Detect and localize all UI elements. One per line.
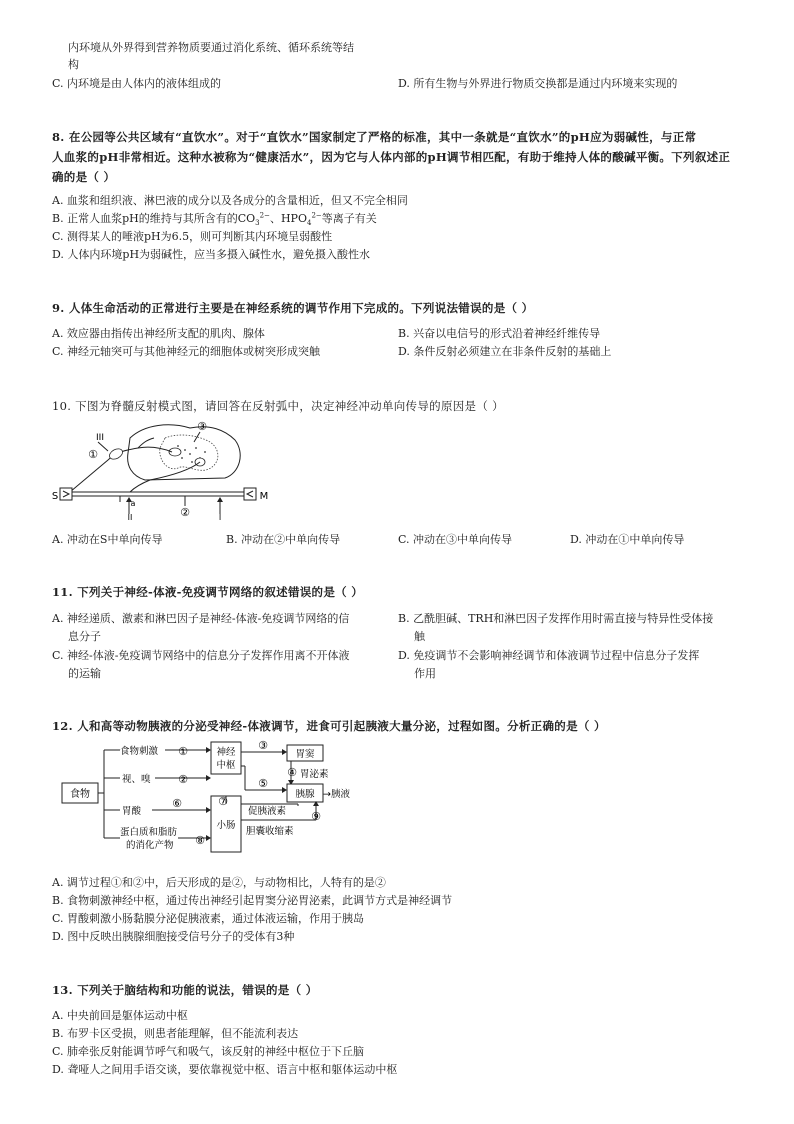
pancreas-regulation-diagram: [60, 738, 380, 863]
prev-option-d: D. 所有生物与外界进行物质交换都是通过内环境来实现的: [398, 77, 678, 90]
q13-option-d: D. 聋哑人之间用手语交谈，要依靠视觉中枢、语言中枢和躯体运动中枢: [52, 1063, 398, 1076]
q12-option-c: C. 胃酸刺激小肠黏膜分泌促胰液素，通过体液运输，作用于胰岛: [52, 912, 365, 925]
q11-option-a-line1: A. 神经递质、激素和淋巴因子是神经-体液-免疫调节网络的信: [52, 612, 350, 625]
pancreas-label: 胰腺: [295, 789, 315, 800]
q8-option-c: C. 测得某人的唾液pH为6.5，则可判断其内环境呈弱酸性: [52, 230, 333, 243]
q13-stem: 13. 下列关于脑结构和功能的说法，错误的是（ ）: [52, 983, 318, 997]
q10-option-c: C. 冲动在③中单向传导: [398, 533, 513, 546]
q9-option-c: C. 神经元轴突可与其他神经元的细胞体或树突形成突触: [52, 345, 321, 358]
num-1: ①: [178, 745, 188, 758]
q11-option-d-line1: D. 免疫调节不会影响神经调节和体液调节过程中信息分子发挥: [398, 649, 700, 662]
effector-m: [244, 488, 256, 500]
q8-stem-line1: 8. 在公园等公共区域有“直饮水”。对于“直饮水”国家制定了严格的标准，其中一条就是“直饮水”的pH应为弱碱性，与正常: [52, 130, 697, 144]
q8-option-b-sup2: 2−: [311, 211, 322, 220]
q8-stem-line2: 人血浆的pH非常相近。这种水被称为“健康活水”，因为它与人体内部的pH调节相匹配，有助于维持人体的酸碱平衡。下列叙述正: [52, 150, 731, 164]
cck-label: 胆囊收缩素: [246, 826, 294, 837]
stim-sight-smell: 视、嗅: [122, 774, 151, 785]
q9-option-a: A. 效应器由指传出神经所支配的肌肉、腺体: [52, 327, 265, 340]
num-5: ⑤: [258, 777, 268, 790]
label-i: I: [218, 513, 222, 520]
q8-option-b-sub1: 3: [255, 219, 260, 228]
label-ii: II: [127, 513, 133, 520]
stim-acid: 胃酸: [122, 806, 142, 817]
label-iii: III: [96, 433, 104, 443]
stomach-label: 胃窦: [295, 749, 315, 760]
q8-option-b-sup1: 2−: [259, 211, 270, 220]
label-m: M: [259, 491, 269, 502]
q8-option-a: A. 血浆和组织液、淋巴液的成分以及各成分的含量相近，但又不完全相同: [52, 194, 408, 207]
num-4: ④: [287, 766, 297, 779]
num-6: ⑥: [172, 797, 182, 810]
secretin-label: 促胰液素: [248, 806, 287, 817]
q11-option-a-line2: 息分子: [68, 630, 101, 643]
stim-digest-1: 蛋白质和脂肪: [120, 827, 178, 838]
pancreatic-juice-label: →胰液: [323, 789, 350, 800]
q11-option-c-line2: 的运输: [68, 667, 101, 680]
label-2: ②: [180, 506, 190, 519]
food-label: 食物: [70, 789, 90, 800]
q8-option-b-pre: B. 正常人血浆pH的维持与其所含有的CO: [52, 212, 256, 225]
num-7: ⑦: [218, 795, 228, 808]
q8-option-b-post: 等离子有关: [321, 212, 377, 225]
q10-option-b: B. 冲动在②中单向传导: [226, 533, 341, 546]
q8-stem-line3: 确的是（ ）: [52, 170, 116, 184]
q12-option-d: D. 图中反映出胰腺细胞接受信号分子的受体有3种: [52, 930, 295, 943]
stim-digest-2: 的消化产物: [126, 840, 174, 851]
prev-option-c: C. 内环境是由人体内的液体组成的: [52, 77, 222, 90]
gastrin-label: 胃泌素: [300, 769, 329, 780]
q13-option-b: B. 布罗卡区受损，则患者能理解，但不能流利表达: [52, 1027, 299, 1040]
num-8: ⑧: [195, 834, 205, 847]
q9-option-b: B. 兴奋以电信号的形式沿着神经纤维传导: [398, 327, 601, 340]
q13-option-a: A. 中央前回是躯体运动中枢: [52, 1009, 188, 1022]
num-9: ⑨: [311, 810, 321, 823]
q10-option-d: D. 冲动在①中单向传导: [570, 533, 685, 546]
q9-stem: 9. 人体生命活动的正常进行主要是在神经系统的调节作用下完成的。下列说法错误的是（ ）: [52, 301, 534, 315]
q11-stem: 11. 下列关于神经-体液-免疫调节网络的叙述错误的是（ ）: [52, 585, 364, 599]
spinal-reflex-diagram: [50, 418, 280, 520]
center-label-2: 中枢: [216, 760, 236, 771]
q12-option-a: A. 调节过程①和②中，后天形成的是②，与动物相比，人特有的是②: [52, 876, 386, 889]
prev-option-b-line2: 构: [68, 58, 79, 71]
receptor-s: [60, 488, 72, 500]
q11-option-c-line1: C. 神经-体液-免疫调节网络中的信息分子发挥作用离不开体液: [52, 649, 350, 662]
center-label-1: 神经: [216, 747, 236, 758]
label-s: S: [51, 491, 59, 502]
q8-option-d: D. 人体内环境pH为弱碱性，应当多摄入碱性水，避免摄入酸性水: [52, 248, 371, 261]
stim-food: 食物刺激: [120, 746, 159, 757]
q8-option-b-mid: 、HPO: [269, 212, 307, 225]
label-1: ①: [88, 448, 98, 461]
prev-option-b-line1: 内环境从外界得到营养物质要通过消化系统、循环系统等结: [68, 41, 354, 54]
q11-option-b-line2: 触: [414, 630, 425, 643]
q11-option-b-line1: B. 乙酰胆碱、TRH和淋巴因子发挥作用时需直接与特异性受体接: [398, 612, 714, 625]
q8-option-b-sub2: 4: [306, 219, 312, 228]
q13-option-c: C. 肺牵张反射能调节呼气和吸气，该反射的神经中枢位于下丘脑: [52, 1045, 365, 1058]
q11-option-d-line2: 作用: [414, 667, 436, 680]
label-3: ③: [197, 420, 207, 433]
q9-option-d: D. 条件反射必须建立在非条件反射的基础上: [398, 345, 612, 358]
q12-stem: 12. 人和高等动物胰液的分泌受神经-体液调节，进食可引起胰液大量分泌，过程如图。分析正确的是（ ）: [52, 719, 606, 733]
label-a: a: [130, 499, 136, 508]
grey-matter: [160, 435, 218, 470]
num-3: ③: [258, 739, 268, 752]
q10-stem: 10. 下图为脊髓反射模式图，请回答在反射弧中，决定神经冲动单向传导的原因是（ ）: [52, 399, 504, 413]
q10-option-a: A. 冲动在S中单向传导: [52, 533, 163, 546]
dorsal-root-ganglion: [108, 447, 125, 462]
q12-option-b: B. 食物刺激神经中枢，通过传出神经引起胃窦分泌胃泌素，此调节方式是神经调节: [52, 894, 453, 907]
num-2: ②: [178, 773, 188, 786]
q8-option-b: [52, 210, 377, 228]
intestine-label: 小肠: [216, 820, 236, 831]
